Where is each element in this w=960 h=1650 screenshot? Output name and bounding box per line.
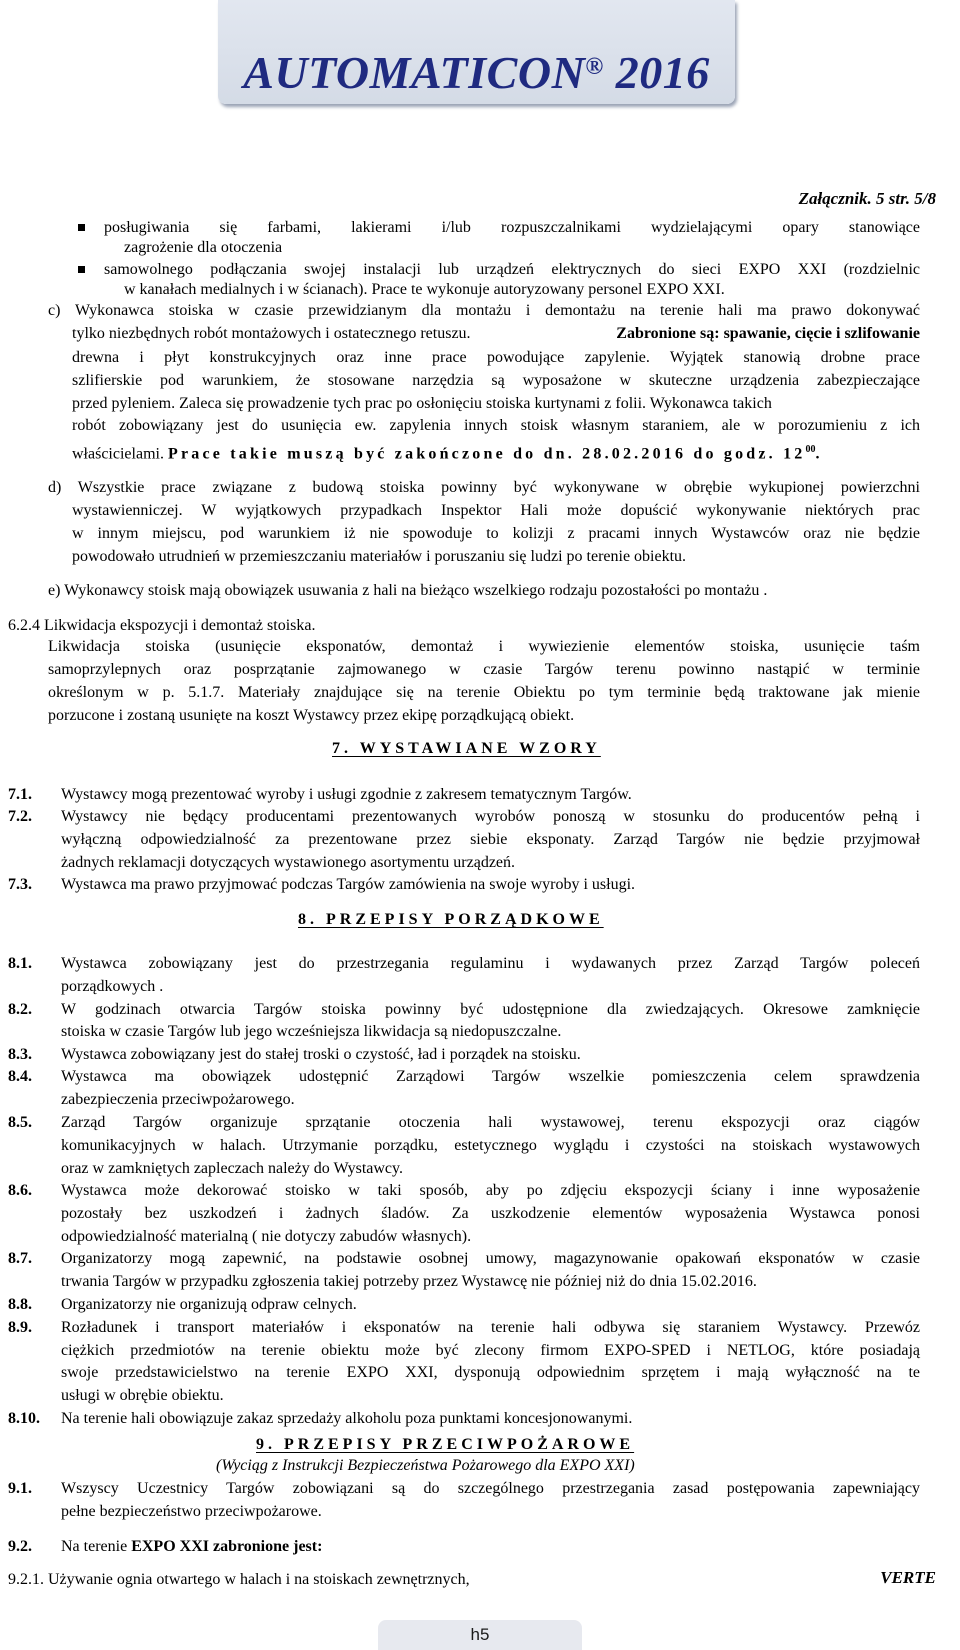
item-number: 7.3.	[8, 876, 32, 893]
paragraph-c-deadline: właścicielami. Prace takie muszą być zakończone do dn. 28.02.2016 do godz. $12^{00}$.	[72, 444, 820, 463]
item-text: Organizatorzy mogą zapewnić, na podstawie osobnej umowy, magazynowanie opakowań eksponatów w czasie	[61, 1250, 920, 1267]
item-text: Wystawca zobowiązany jest do stałej troski o czystość, ład i porządek na stoisku.	[61, 1046, 581, 1063]
item-text: pełne bezpieczeństwo przeciwpożarowe.	[61, 1503, 322, 1520]
item-text: porządkowych .	[61, 978, 164, 995]
paragraph-624: porzucone i zostaną usunięte na koszt Wystawcy przez ekipę porządkującą obiekt.	[48, 707, 575, 724]
item-text: wyłączną odpowiedzialność za prezentowane przez siebie eksponaty. Zarząd Targów nie będzie przyjmował	[61, 831, 920, 848]
bullet-text: w kanałach medialnych i w ścianach). Prace te wykonuje autoryzowany personel EXPO XXI.	[124, 281, 725, 298]
paragraph-c: tylko niezbędnych robót montażowych i ostatecznego retuszu. Zabronione są: spawanie, cięcie i szlifowanie	[72, 325, 920, 342]
item-text: Wystawca zobowiązany jest do przestrzegania regulaminu i wydawanych przez Zarząd Targów poleceń	[61, 955, 920, 972]
paragraph-624: Likwidacja stoiska (usunięcie eksponatów, demontaż i wywiezienie elementów stoiska, usunięcie taśm	[48, 638, 920, 655]
item-number: 8.9.	[8, 1319, 32, 1336]
page-number: h5	[470, 1625, 490, 1644]
item-text: Wystawca może dekorować stoisko w taki sposób, aby po zdjęciu ekspozycji ściany i inne wyposażenie	[61, 1182, 920, 1199]
section-heading: 9. PRZEPISY PRZECIWPOŻAROWE	[256, 1436, 635, 1453]
item-number: 8.1.	[8, 955, 32, 972]
bullet-text: zagrożenie dla otoczenia	[124, 239, 283, 256]
section-heading: 8. PRZEPISY PORZĄDKOWE	[298, 911, 604, 928]
item-text: odpowiedzialność materialną ( nie dotyczy zabudów własnych).	[61, 1228, 472, 1245]
item-text: Na terenie hali obowiązuje zakaz sprzedaży alkoholu poza punktami koncesjonowanymi.	[61, 1410, 633, 1427]
item-text: Rozładunek i transport materiałów i eksponatów na terenie hali odbywa się staraniem Wystawcy. Przewóz	[61, 1319, 920, 1336]
item-text: pozostały bez uszkodzeń i żadnych śladów. Za uszkodzenie elementów wyposażenia Wystawca ponosi	[61, 1205, 920, 1222]
bullet-icon	[78, 224, 85, 231]
item-text: W godzinach otwarcia Targów stoiska powinny być udostępnione dla zwiedzających. Okresowe zamknięcie	[61, 1001, 920, 1018]
paragraph-c: przed pyleniem. Zaleca się prowadzenie tych prac po osłonięciu stoiska kurtynami z folii. Wykonawca takich	[72, 395, 772, 412]
item-text: Wystawca ma prawo przyjmować podczas Targów zamówienia na swoje wyroby i usługi.	[61, 876, 636, 893]
item-text: żadnych reklamacji dotyczących wystawionego asortymentu urządzeń.	[61, 854, 516, 871]
item-text: Organizatorzy nie organizują odpraw celnych.	[61, 1296, 357, 1313]
item-text: Wystawcy mogą prezentować wyroby i usługi zgodnie z zakresem tematycznym Targów.	[61, 786, 632, 803]
paragraph-c: robót zobowiązany jest do usunięcia ew. zapylenia innych stoisk własnym staraniem, ale w porozumieniu z ich	[72, 417, 920, 434]
item-number: 9.2.	[8, 1538, 32, 1555]
section-subtitle: (Wyciąg z Instrukcji Bezpieczeństwa Pożarowego dla EXPO XXI)	[216, 1457, 635, 1474]
item-text: swoje przedstawicielstwo na terenie EXPO XXI, dysponują odpowiednim sprzętem i mają wyłączność na te	[61, 1364, 920, 1381]
bullet-icon	[78, 266, 85, 273]
item-text: trwania Targów w przypadku zgłoszenia takiej potrzeby przez Wystawcę nie później niż do dnia 15.02.2016.	[61, 1273, 757, 1290]
item-text: stoiska w czasie Targów lub jego wcześniejsza likwidacja są niedopuszczalne.	[61, 1023, 562, 1040]
bullet-text: samowolnego podłączania swojej instalacji lub urządzeń elektrycznych do sieci EXPO XXI (rozdzielnic	[104, 261, 920, 278]
item-number: 8.10.	[8, 1410, 40, 1427]
item-number: 8.8.	[8, 1296, 32, 1313]
item-number: 7.1.	[8, 786, 32, 803]
item-text: Wystawca ma obowiązek udostępnić Zarządowi Targów wszelkie pomieszczenia celem sprawdzenia	[61, 1068, 920, 1085]
paragraph-c: c) Wykonawca stoiska w czasie przewidzianym dla montażu i demontażu na terenie hali ma prawo dokonywać	[48, 302, 920, 319]
paragraph-c: drewna i płyt konstrukcyjnych oraz inne prace powodujące zapylenie. Wyjątek stanowią drobne prace	[72, 349, 920, 366]
paragraph-624: samoprzylepnych oraz posprzątanie zajmowanego w czasie Targów terenu powinno nastąpić w terminie	[48, 661, 920, 678]
item-text: Zarząd Targów organizuje sprzątanie otoczenia hali wystawowej, terenu ekspozycji oraz ciągów	[61, 1114, 920, 1131]
document-title: AUTOMATICON® 2016	[243, 47, 710, 98]
paragraph-d: w innym miejscu, pod warunkiem iż nie spowoduje to kolizji z pracami innych Wystawców oraz nie będzie	[72, 525, 920, 542]
paragraph-d: d) Wszystkie prace związane z budową stoiska powinny być wykonywane w obrębie wykupionej powierzchni	[48, 479, 920, 496]
item-text: usługi w obrębie obiektu.	[61, 1387, 224, 1404]
paragraph-624: określonym w p. 5.1.7. Materiały znajdujące się na terenie Obiektu po tym terminie będą traktowane jak mienie	[48, 684, 920, 701]
verte-label: VERTE	[880, 1568, 936, 1587]
paragraph-c: szlifierskie pod warunkiem, że stosowane narzędzia są wyposażone w skuteczne urządzenia zabezpieczające	[72, 372, 920, 389]
bullet-text: posługiwania się farbami, lakierami i/lub rozpuszczalnikami wydzielającymi opary stanowiące	[104, 219, 920, 236]
page-reference: Załącznik. 5 str. 5/8	[798, 189, 936, 208]
item-number: 8.5.	[8, 1114, 32, 1131]
item-text: ciężkich przedmiotów na terenie obiektu może być zlecony firmom EXPO-SPED i NETLOG, które posiadają	[61, 1342, 920, 1359]
page-number-tab	[378, 1620, 582, 1650]
header-banner	[218, 0, 735, 104]
section-heading: 7. WYSTAWIANE WZORY	[332, 740, 601, 757]
section-title: 6.2.4 Likwidacja ekspozycji i demontaż stoiska.	[8, 617, 316, 634]
item-text: Wystawcy nie będący producentami prezentowanych wyrobów ponoszą w stosunku do producentów pełną i	[61, 808, 920, 825]
item-number: 8.4.	[8, 1068, 32, 1085]
item-text: oraz w zamkniętych zapleczach należy do Wystawcy.	[61, 1160, 403, 1177]
paragraph-d: wystawienniczej. W wyjątkowych przypadkach Inspektor Hali może dopuścić wykonywanie niektórych prac	[72, 502, 920, 519]
item-number: 7.2.	[8, 808, 32, 825]
item-number: 8.7.	[8, 1250, 32, 1267]
item-text: zabezpieczenia przeciwpożarowego.	[61, 1091, 295, 1108]
item-number: 9.1.	[8, 1480, 32, 1497]
item-number: 8.3.	[8, 1046, 32, 1063]
item-text: Na terenie EXPO XXI zabronione jest:	[61, 1538, 323, 1555]
item-text: komunikacyjnych w halach. Utrzymanie porządku, estetycznego wyglądu i czystości na stoiskach wystawowych	[61, 1137, 920, 1154]
paragraph-d: powodowało utrudnień w przemieszczaniu materiałów i poruszaniu się ludzi po terenie obiektu.	[72, 548, 687, 565]
item-number: 8.6.	[8, 1182, 32, 1199]
item-number: 8.2.	[8, 1001, 32, 1018]
item-text: 9.2.1. Używanie ognia otwartego w halach i na stoiskach zewnętrznych,	[8, 1571, 470, 1588]
item-text: Wszyscy Uczestnicy Targów zobowiązani są do szczególnego przestrzegania zasad postępowania zapewniający	[61, 1480, 920, 1497]
paragraph-e: e) Wykonawcy stoisk mają obowiązek usuwania z hali na bieżąco wszelkiego rodzaju pozostałości po montażu .	[48, 582, 768, 599]
